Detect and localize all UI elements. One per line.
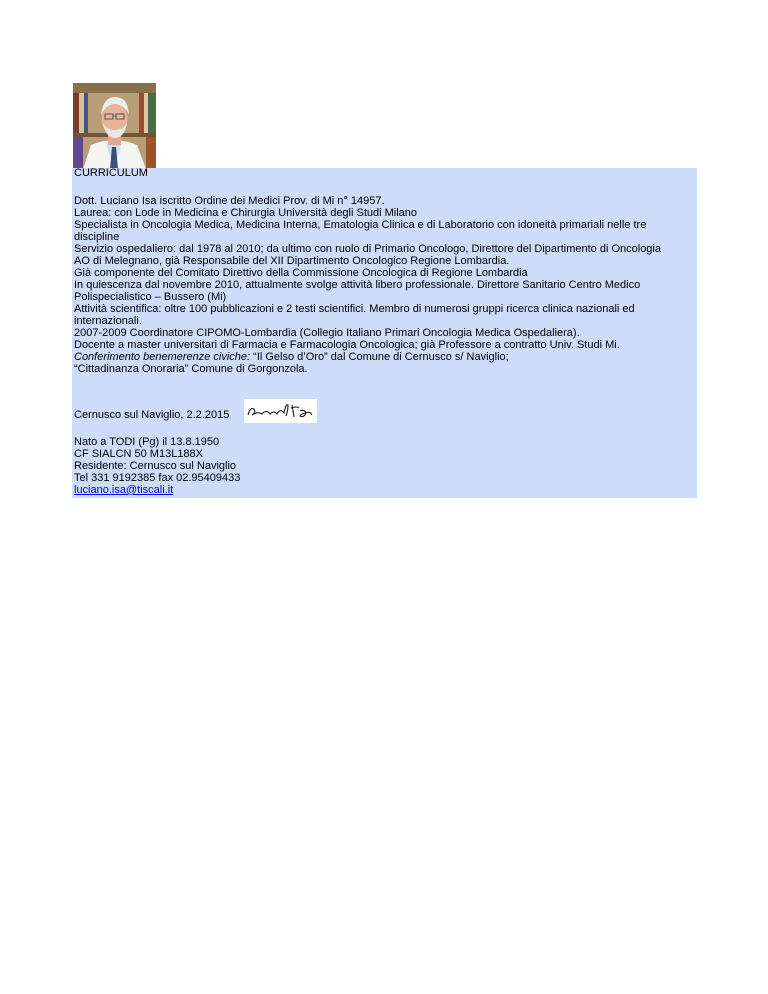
honors-line-2: “Cittadinanza Onoraria” Comune di Gorgonzola.: [74, 363, 308, 375]
body-line: AO di Melegnano, già Responsabile del XII Dipartimento Oncologico Regione Lombardia.: [74, 255, 510, 267]
body-line: 2007-2009 Coordinatore CIPOMO-Lombardia (Collegio Italiano Primari Oncologia Medica Ospedaliera).: [74, 327, 580, 339]
body-line: discipline: [74, 231, 120, 243]
body-line: Polispecialistico – Bussero (Mi): [74, 291, 227, 303]
body-line: Servizio ospedaliero: dal 1978 al 2010; da ultimo con ruolo di Primario Oncologo, Direttore del Dipartimento di Oncologia: [74, 243, 661, 255]
body-line: Già componente del Comitato Direttivo della Commissione Oncologica di Regione Lombardia: [74, 267, 528, 279]
body-line: Attività scientifica: oltre 100 pubblicazioni e 2 testi scientifici. Membro di numerosi gruppi ricerca clinica nazionali ed: [74, 303, 635, 315]
cv-heading: CURRICULUM: [74, 167, 148, 179]
contact-birth: Nato a TODI (Pg) il 13.8.1950: [74, 436, 220, 448]
contact-residence: Residente: Cernusco sul Naviglio: [74, 460, 237, 472]
body-line: In quiescenza dal novembre 2010, attualmente svolge attività libero professionale. Direttore Sanitario Centro Medico: [74, 279, 641, 291]
body-line: Specialista in Oncologia Medica, Medicina Interna, Ematologia Clinica e di Laboratorio con idoneità primariali nelle tre: [74, 219, 647, 231]
body-line: Laurea: con Lode in Medicina e Chirurgia Università degli Studi Milano: [74, 207, 418, 219]
honors-label: Conferimento benemerenze civiche:: [74, 351, 251, 363]
body-line: internazionali.: [74, 315, 142, 327]
email-link[interactable]: luciano.isa@tiscali.it: [74, 484, 174, 496]
place-date: Cernusco sul Naviglio, 2.2.2015: [74, 409, 230, 421]
contact-phone-fax: Tel 331 9192385 fax 02.95409433: [74, 472, 241, 484]
email-link-line: [74, 484, 173, 496]
body-line: Docente a master universitari di Farmacia e Farmacologia Oncologica; già Professore a contratto Univ. Studi Mi.: [74, 339, 620, 351]
contact-tax-code: CF SIALCN 50 M13L188X: [74, 448, 204, 460]
portrait-photo: [73, 83, 156, 169]
signature-image: [244, 399, 317, 423]
honors-line: [74, 351, 509, 363]
honors-text: “Il Gelso d’Oro” dal Comune di Cernusco s/ Naviglio;: [250, 351, 509, 363]
body-line: Dott. Luciano Isa iscritto Ordine dei Medici Prov. di Mi n° 14957.: [74, 195, 385, 207]
